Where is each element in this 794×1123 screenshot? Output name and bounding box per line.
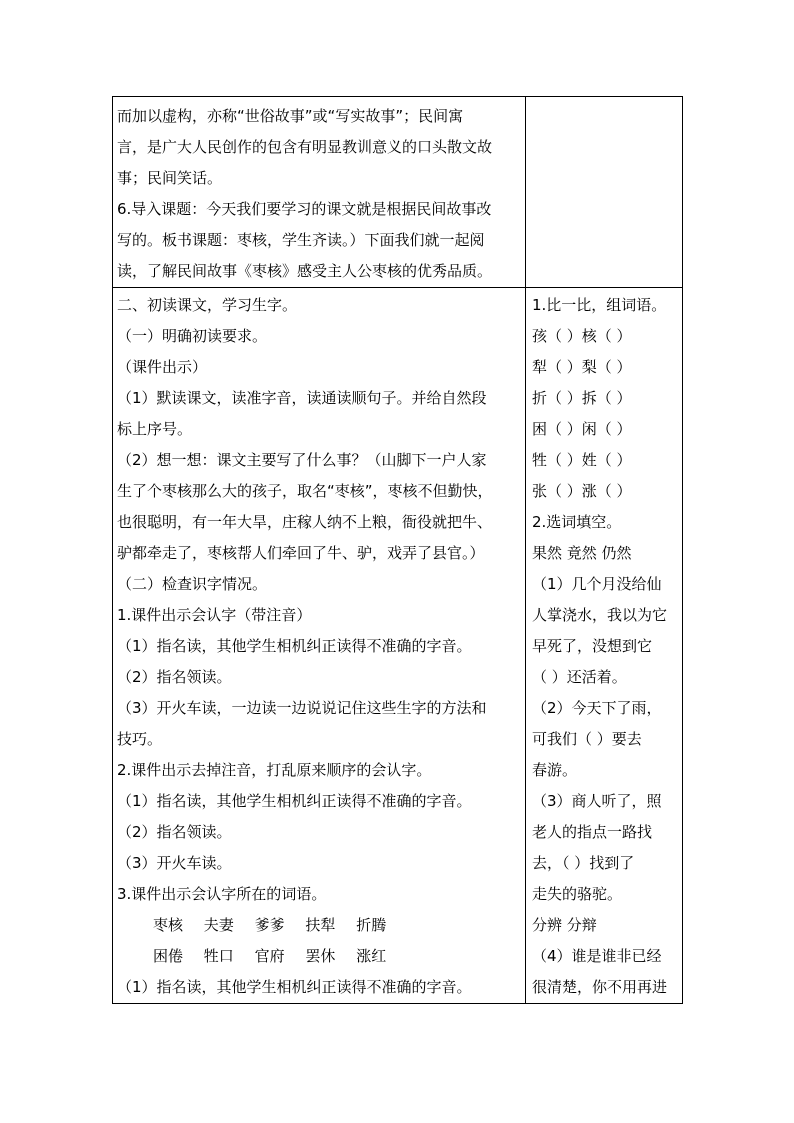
main-cell-top — [113, 97, 526, 288]
vocab-word: 爹爹 — [254, 916, 285, 934]
table-row — [113, 97, 683, 288]
vocab-word: 牲口 — [203, 947, 234, 965]
text-line: 言，是广大人民创作的包含有明显教训意义的口头散文故 — [117, 138, 493, 156]
text-line: 技巧。 — [117, 730, 163, 748]
exercise-line: 孩（ ）核（ ） — [532, 327, 632, 345]
exercise-line: 牲（ ）姓（ ） — [532, 451, 632, 469]
text-line: 3.课件出示会认字所在的词语。 — [117, 885, 327, 903]
text-line: （2）指名领读。 — [117, 823, 232, 841]
exercise-line: 困（ ）闲（ ） — [532, 420, 632, 438]
vocab-word: 涨红 — [356, 947, 387, 965]
exercise-line: 春游。 — [532, 761, 578, 779]
vocab-word: 扶犁 — [305, 916, 336, 934]
text-line: 6.导入课题：今天我们要学习的课文就是根据民间故事改 — [117, 200, 492, 218]
side-cell-bottom — [526, 288, 683, 1004]
text-line: （1）指名读，其他学生相机纠正读得不准确的字音。 — [117, 792, 472, 810]
exercise-line: 去，（ ）找到了 — [532, 854, 635, 872]
exercise-line: 可我们（ ）要去 — [532, 730, 642, 748]
text-line: （1）默读课文，读准字音，读通读顺句子。并给自然段 — [117, 389, 487, 407]
text-line: （一）明确初读要求。 — [117, 327, 268, 345]
exercise-line: 果然 竟然 仍然 — [532, 544, 632, 562]
exercise-line: 犁（ ）梨（ ） — [532, 358, 632, 376]
word-row — [113, 941, 525, 972]
exercise-line: 很清楚，你不用再进 — [532, 978, 668, 996]
text-line: （2）想一想：课文主要写了什么事？（山脚下一户人家 — [117, 451, 487, 469]
text-line: 也很聪明，有一年大旱，庄稼人纳不上粮，衙役就把牛、 — [117, 513, 493, 531]
exercise-line: 折（ ）拆（ ） — [532, 389, 632, 407]
exercise-line: （2）今天下了雨， — [532, 699, 662, 717]
table-row — [113, 288, 683, 1004]
vocab-word: 困倦 — [153, 947, 184, 965]
exercise-line: 早死了，没想到它 — [532, 637, 653, 655]
exercise-line: 张（ ）涨（ ） — [532, 482, 632, 500]
section-heading: 二、初读课文，学习生字。 — [117, 296, 298, 314]
exercise-line: 走失的骆驼。 — [532, 885, 623, 903]
text-line: （3）开火车读，一边读一边说说记住这些生字的方法和 — [117, 699, 487, 717]
text-line: 读，了解民间故事《枣核》感受主人公枣核的优秀品质。 — [117, 262, 493, 280]
exercise-line: （1）几个月没给仙 — [532, 575, 662, 593]
vocab-word: 折腾 — [356, 916, 387, 934]
vocab-word: 罢休 — [305, 947, 336, 965]
vocab-word: 夫妻 — [203, 916, 234, 934]
text-line: （1）指名读，其他学生相机纠正读得不准确的字音。 — [117, 978, 472, 996]
text-line: 而加以虚构，亦称“世俗故事”或“写实故事”；民间寓 — [117, 107, 464, 125]
vocab-word: 官府 — [254, 947, 285, 965]
exercise-line: 老人的指点一路找 — [532, 823, 653, 841]
text-line: （2）指名领读。 — [117, 668, 232, 686]
text-line: （二）检查识字情况。 — [117, 575, 268, 593]
side-cell-top — [526, 97, 683, 288]
exercise-heading: 2.选词填空。 — [532, 513, 622, 531]
exercise-line: （ ）还活着。 — [532, 668, 627, 686]
word-row — [113, 910, 525, 941]
text-line: （1）指名读，其他学生相机纠正读得不准确的字音。 — [117, 637, 472, 655]
text-line: 驴都牵走了，枣核帮人们牵回了牛、驴，戏弄了县官。） — [117, 544, 485, 562]
text-line: 标上序号。 — [117, 420, 193, 438]
text-line: 2.课件出示去掉注音，打乱原来顺序的会认字。 — [117, 761, 432, 779]
exercise-line: （3）商人听了，照 — [532, 792, 662, 810]
text-line: 生了个枣核那么大的孩子，取名“枣核”，枣核不但勤快， — [117, 482, 493, 500]
text-line: 事；民间笑话。 — [117, 169, 223, 187]
exercise-heading: 1.比一比，组词语。 — [532, 296, 667, 314]
text-line: 1.课件出示会认字（带注音） — [117, 606, 312, 624]
exercise-line: （4）谁是谁非已经 — [532, 947, 662, 965]
main-cell-bottom — [113, 288, 526, 1004]
text-line: 写的。板书课题：枣核，学生齐读。）下面我们就一起阅 — [117, 231, 485, 249]
exercise-line: 分辨 分辩 — [532, 916, 597, 934]
lesson-table — [112, 96, 683, 1004]
text-line: （课件出示） — [117, 358, 208, 376]
exercise-line: 人掌浇水，我以为它 — [532, 606, 668, 624]
text-line: （3）开火车读。 — [117, 854, 232, 872]
vocab-word: 枣核 — [153, 916, 184, 934]
